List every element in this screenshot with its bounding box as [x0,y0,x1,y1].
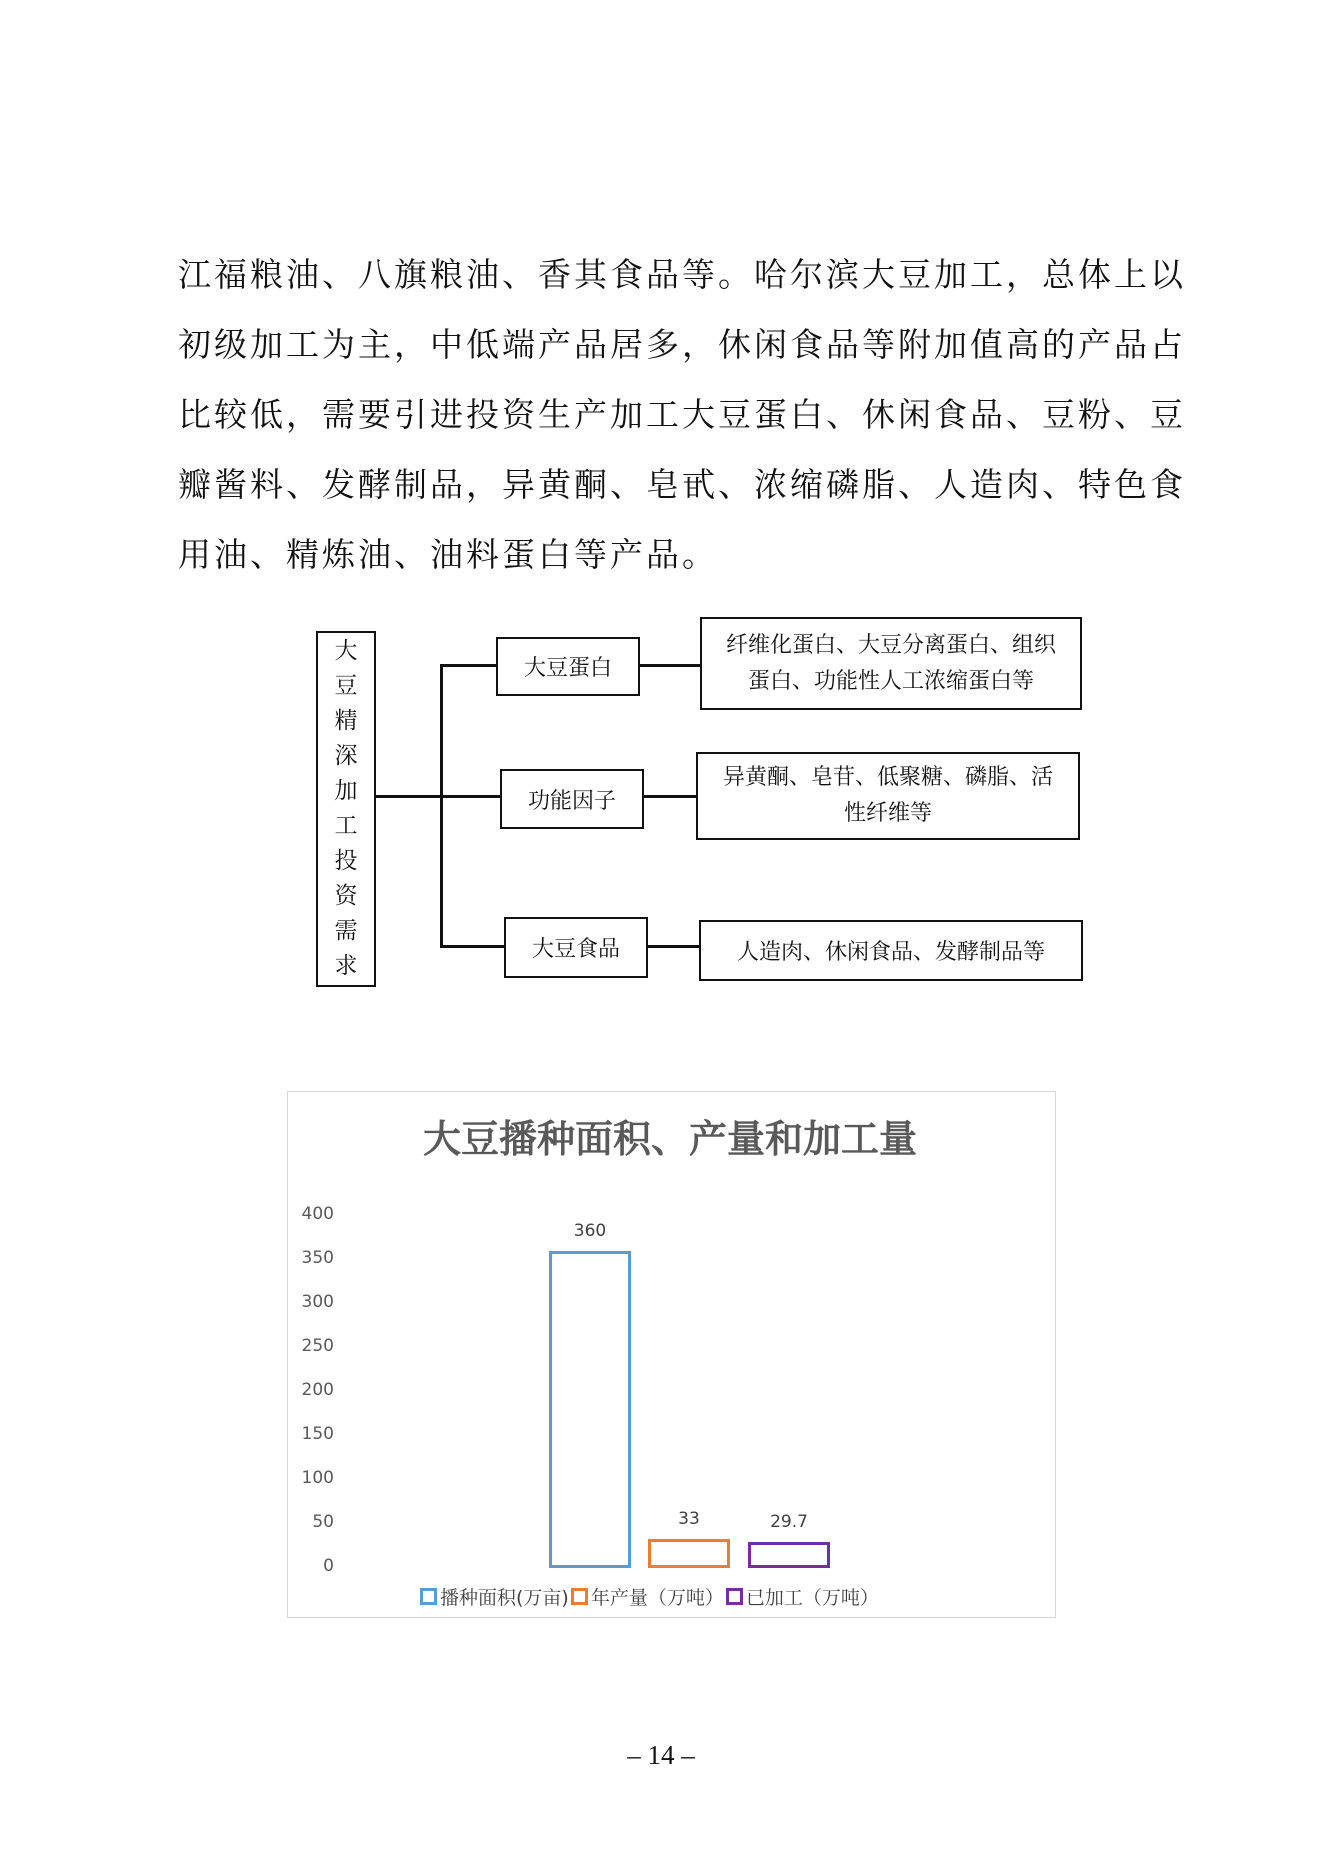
legend-swatch [420,1588,437,1605]
connector-detail-3 [648,945,700,948]
connector-root [376,795,442,798]
detail-line: 性纤维等 [843,801,932,826]
connector-trunk [440,664,443,948]
y-tick-label: 250 [301,1336,334,1356]
paragraph-line: 用油、精炼油、油料蛋白等产品。 [178,535,718,574]
bar-3 [748,1542,830,1568]
bar-2 [648,1539,730,1568]
bar-1 [549,1251,631,1568]
y-tick-label: 200 [301,1380,334,1400]
branch-label: 大豆蛋白 [523,656,612,681]
branch-label: 功能因子 [527,788,616,814]
legend-swatch [726,1588,743,1605]
branch-label: 大豆食品 [531,937,620,962]
connector-branch-2 [440,795,500,798]
branch-box-functional-factors [500,769,644,829]
branch-box-soy-foods [504,917,648,978]
legend-swatch [571,1588,588,1605]
detail-line: 人造肉、休闲食品、发酵制品等 [736,940,1045,965]
paragraph-line: 比较低，需要引进投资生产加工大豆蛋白、休闲食品、豆粉、豆 [178,395,1186,434]
detail-line: 纤维化蛋白、大豆分离蛋白、组织 [725,632,1056,658]
detail-box-functional-factors [696,752,1080,840]
y-tick-label: 100 [301,1468,334,1488]
detail-line: 蛋白、功能性人工浓缩蛋白等 [747,668,1034,694]
bar-data-label: 360 [573,1221,607,1242]
chart-title: 大豆播种面积、产量和加工量 [422,1117,917,1161]
root-char: 大 [334,638,358,664]
y-tick-label: 300 [301,1292,334,1312]
bar-data-label: 33 [678,1508,700,1529]
paragraph-line: 江福粮油、八旗粮油、香其食品等。哈尔滨大豆加工，总体上以 [178,255,1186,294]
legend-label: 已加工（万吨） [745,1587,879,1609]
connector-detail-1 [640,664,701,667]
root-char: 深 [334,743,358,769]
y-tick-label: 0 [323,1556,334,1576]
detail-box-soy-foods [699,920,1083,981]
branch-box-soy-protein [496,637,640,696]
connector-detail-2 [644,795,697,798]
root-char: 精 [334,708,358,734]
diagram-root-box [316,631,376,987]
legend-label: 年产量（万吨） [590,1587,724,1609]
paragraph-line: 初级加工为主，中低端产品居多，休闲食品等附加值高的产品占 [178,325,1186,364]
page-number: – 14 – [627,1740,695,1770]
chart-legend [420,1583,881,1610]
root-char: 投 [334,848,358,874]
root-char: 求 [334,953,358,979]
root-char: 加 [334,778,358,804]
legend-item [420,1583,569,1610]
root-char: 资 [334,883,358,909]
bar-data-label: 29.7 [770,1511,808,1532]
detail-box-soy-protein [700,617,1082,710]
y-tick-label: 400 [301,1204,334,1224]
y-tick-label: 50 [312,1512,334,1532]
paragraph-line: 瓣酱料、发酵制品，异黄酮、皂甙、浓缩磷脂、人造肉、特色食 [178,465,1186,504]
legend-label: 播种面积(万亩) [440,1587,569,1609]
detail-line: 异黄酮、皂苷、低聚糖、磷脂、活 [722,765,1053,790]
y-tick-label: 150 [301,1424,334,1444]
connector-branch-3 [440,945,504,948]
root-char: 需 [334,918,358,944]
root-char: 工 [334,813,358,839]
y-tick-label: 350 [301,1248,334,1268]
root-char: 豆 [334,673,358,699]
connector-branch-1 [440,664,497,667]
legend-item [726,1583,879,1610]
legend-item [571,1583,724,1610]
